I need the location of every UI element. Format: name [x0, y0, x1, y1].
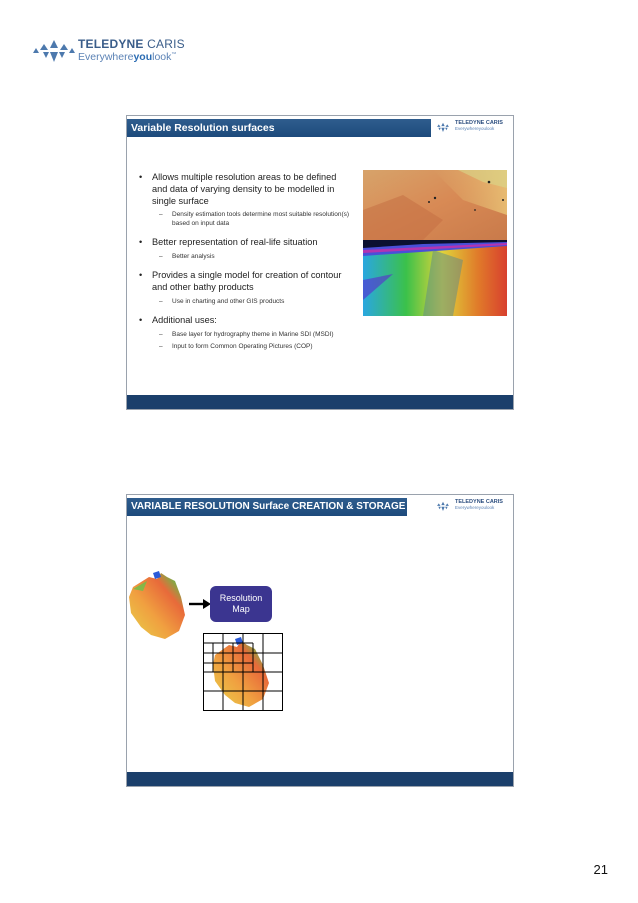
teledyne-logo-icon — [433, 500, 453, 511]
slide-logo: TELEDYNE CARIS Everywhereyoulook — [433, 120, 503, 134]
survey-data-image — [127, 569, 189, 641]
sub-bullet-item: – Density estimation tools determine most suitable resolution(s) based on input data — [137, 210, 353, 228]
bullet-item: • Provides a single model for creation of contour and other bathy products — [137, 270, 353, 294]
teledyne-caris-logo — [32, 36, 185, 66]
sub-bullet-item: – Use in charting and other GIS products — [137, 297, 353, 306]
slide-footer-bar — [127, 395, 513, 409]
slide-variable-resolution-creation — [126, 494, 514, 787]
bullet-item: • Additional uses: — [137, 315, 353, 327]
slide-variable-resolution-surfaces — [126, 115, 514, 410]
sub-bullet-item: – Base layer for hydrography theme in Marine SDI (MSDI) — [137, 330, 353, 339]
arrow-right-icon — [189, 599, 211, 609]
sub-bullet-item: – Better analysis — [137, 252, 353, 261]
resolution-map-box: Resolution Map — [210, 586, 272, 622]
sub-bullet-item: – Input to form Common Operating Pictures (COP) — [137, 342, 353, 351]
teledyne-logo-icon — [433, 121, 453, 132]
slide-title: Variable Resolution surfaces — [127, 119, 431, 137]
page-number: 21 — [593, 862, 608, 877]
bullet-item: • Better representation of real-life situation — [137, 237, 353, 249]
slide-footer-bar — [127, 772, 513, 786]
bathymetry-surface-image — [363, 170, 507, 240]
slide-logo: TELEDYNE CARIS Everywhereyoulook — [433, 499, 503, 513]
slide-title: VARIABLE RESOLUTION Surface CREATION & STORAGE — [127, 498, 407, 516]
variable-resolution-grid — [203, 633, 283, 711]
brand-tagline: Everywhereyoulook™ — [78, 51, 177, 63]
bullet-list — [137, 172, 353, 351]
bullet-item: • Allows multiple resolution areas to be defined and data of varying density to be modelled in single surface — [137, 172, 353, 207]
bathymetry-3d-image — [363, 240, 507, 316]
brand-name: TELEDYNE CARIS — [78, 37, 185, 51]
teledyne-logo-icon — [32, 36, 76, 62]
